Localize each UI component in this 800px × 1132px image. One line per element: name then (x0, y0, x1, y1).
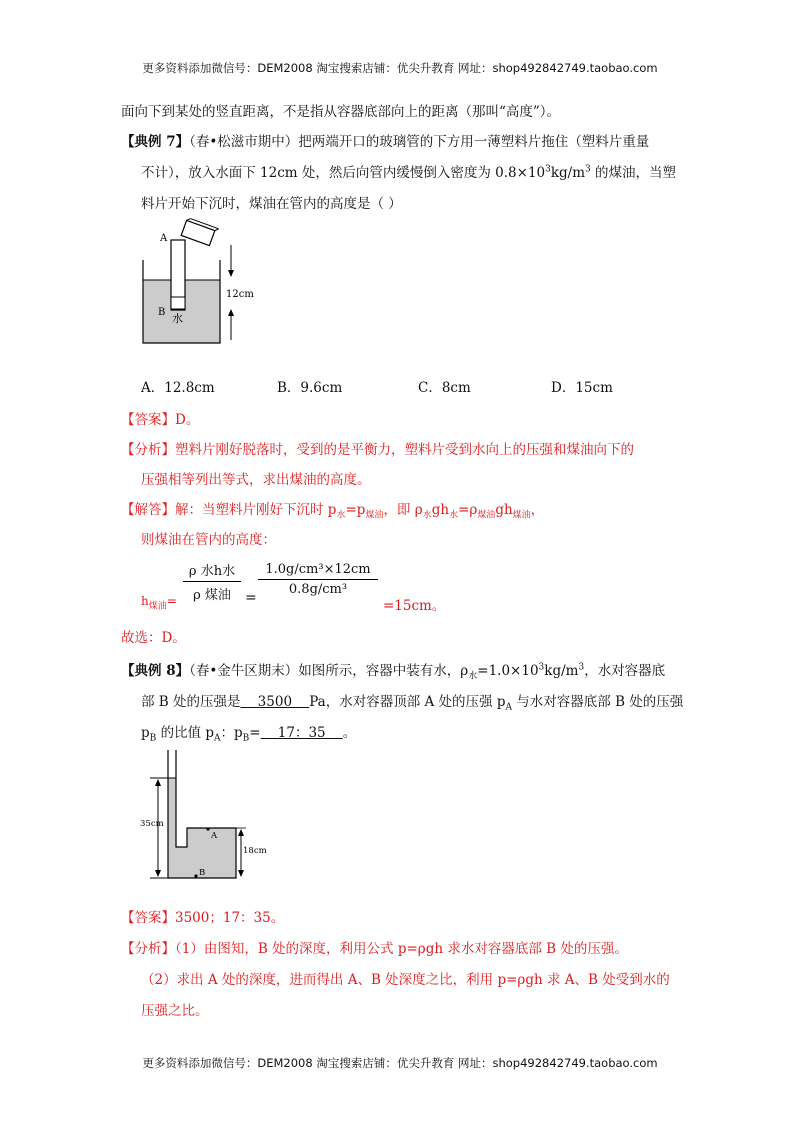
ex8-analysis-line1: 【分析】（1）由图知，B 处的深度，利用公式 p=ρgh 求水对容器底部 B 处的压强。 (121, 941, 628, 957)
ex8-blank2: 17：35 (260, 725, 343, 741)
ex7-line2-sup2: 3 (585, 164, 591, 175)
ex7-arrowhead-top (228, 270, 234, 277)
ex7-arrowhead-bottom (228, 309, 234, 316)
ex8-blank1: 3500 (240, 694, 310, 710)
page-header: 更多资料添加微信号：DEM2008 淘宝搜索店铺：优尖升教育 网址：shop492842749.taobao.com (142, 61, 658, 75)
ex7-tag: 【典例 7】 (121, 134, 190, 150)
ex7-line1-text: （春•松滋市期中）把两端开口的玻璃管的下方用一薄塑料片拖住（塑料片重量 (189, 134, 650, 150)
ex7-sol1-sub6: 煤油 (512, 510, 531, 521)
ex7-option-d: D．15cm (551, 380, 613, 396)
ex7-depth-label: 12cm (226, 289, 254, 300)
ex7-h-label (141, 594, 177, 611)
ex8-line3-sub: B (149, 733, 157, 744)
ex8-line2a: 部 B 处的压强是 (141, 694, 241, 710)
ex8-figure (140, 750, 270, 885)
ex7-sol1f: gh (495, 502, 513, 518)
ex8-analysis-line3: 压强之比。 (141, 1003, 209, 1019)
ex8-dim-lower-head-bottom (238, 870, 244, 877)
ex8-point-b (194, 874, 197, 877)
ex8-line1-sup2: 3 (578, 662, 585, 673)
ex8-line1a: （春•金牛区期末）如图所示，容器中装有水，ρ (189, 663, 469, 679)
ex7-line2c: 的煤油，当塑 (590, 165, 677, 181)
ex7-tube-bottom (171, 297, 185, 309)
ex8-dim-total-head-bottom (155, 870, 161, 877)
ex8-line3-sub3: B (242, 733, 250, 744)
ex8-line3c: ：p (220, 725, 243, 741)
ex7-option-a: A．12.8cm (141, 380, 215, 396)
ex8-line1c: kg/m (544, 663, 579, 679)
ex8-label-b: B (199, 868, 206, 878)
ex7-h: h (141, 594, 149, 608)
ex7-h-eq: = (166, 594, 177, 608)
ex7-analysis-line2: 压强相等列出等式，求出煤油的高度。 (141, 472, 371, 488)
ex7-sol1-sub2: 煤油 (365, 510, 384, 521)
ex8-dim-lower-head-top (238, 829, 244, 836)
ex7-answer: 【答案】D。 (121, 412, 200, 428)
ex7-label-a: A (160, 233, 168, 244)
ex8-line3-sub2: A (214, 733, 221, 744)
ex8-total-label: 35cm (140, 819, 164, 829)
ex7-sol1d: gh (431, 502, 450, 518)
ex8-line1d: ，水对容器底 (584, 663, 666, 679)
ex7-analysis-line1: 【分析】塑料片刚好脱落时，受到的是平衡力，塑料片受到水向上的压强和煤油向下的 (121, 442, 634, 458)
ex7-line2-sup: 3 (545, 164, 551, 175)
ex7-question-line2 (141, 161, 676, 181)
ex8-tag: 【典例 8】 (121, 663, 190, 679)
ex7-sol1-sub4: 水 (449, 510, 459, 521)
ex7-line2a: 不计），放入水面下 12cm 处，然后向管内缓慢倒入密度为 0.8×10 (141, 165, 546, 181)
ex7-frac1-num: ρ 水h水 (183, 560, 241, 582)
ex8-line1b: =1.0×10 (477, 663, 539, 679)
ex8-answer: 【答案】3500；17：35。 (121, 910, 285, 926)
ex7-frac2-den: 0.8g/cm³ (288, 582, 348, 597)
ex7-solution-line1 (121, 498, 544, 521)
ex7-option-c: C．8cm (418, 380, 471, 396)
ex7-plastic-piece (181, 218, 219, 247)
ex8-lower-label: 18cm (243, 846, 267, 856)
ex7-sol1-sub3: 水 (422, 510, 432, 521)
ex8-analysis-line2: （2）求出 A 处的深度，进而得出 A、B 处深度之比，利用 p=ρgh 求 A、B 处受到水的 (141, 972, 670, 988)
ex7-sol1b: =p (345, 502, 366, 518)
ex8-label-a: A (211, 831, 218, 841)
ex7-option-b: B．9.6cm (277, 380, 343, 396)
ex8-line2c: 与水对容器底部 B 处的压强 (512, 694, 684, 710)
ex8-question-line3 (141, 721, 356, 744)
ex8-question-line1 (121, 659, 665, 682)
ex7-fraction1 (183, 560, 241, 603)
ex8-line3e: 。 (342, 725, 357, 741)
ex7-solution-line2: 则煤油在管内的高度： (141, 532, 276, 548)
ex8-line2b: Pa，水对容器顶部 A 处的压强 p (309, 694, 506, 710)
ex7-fraction2 (258, 562, 378, 597)
ex8-dim-total-head-top (155, 779, 161, 786)
ex7-question-line3: 料片开始下沉时，煤油在管内的高度是（ ） (141, 196, 402, 212)
ex8-line3a: p (141, 725, 150, 741)
ex7-sol1a: 【解答】解：当塑料片刚好下沉时 p (121, 502, 337, 518)
ex7-sol1g: ， (530, 502, 545, 518)
ex7-label-b: B (158, 307, 166, 318)
ex7-figure (140, 215, 275, 355)
ex8-point-a (206, 827, 209, 830)
ex8-line3d: = (249, 725, 261, 741)
ex7-label-water: 水 (172, 312, 183, 325)
ex7-conclusion: 故选：D。 (121, 630, 186, 646)
ex7-eq2: = (245, 590, 257, 606)
ex7-sol1c: ，即 ρ (383, 502, 423, 518)
ex8-question-line2 (141, 690, 683, 713)
ex7-frac1-den: ρ 煤油 (193, 588, 231, 603)
ex8-line1-sub: 水 (468, 671, 478, 682)
ex8-line3b: 的比值 p (156, 725, 215, 741)
ex7-result: =15cm。 (383, 598, 446, 614)
ex7-line2b: kg/m (550, 165, 586, 181)
ex8-line2-sub: A (505, 702, 512, 713)
intro-text: 面向下到某处的竖直距离，不是指从容器底部向上的距离（那叫“高度”）。 (121, 104, 561, 120)
ex7-question-line1 (121, 130, 649, 150)
ex7-sol1e: =ρ (458, 502, 478, 518)
ex7-sol1-sub1: 水 (336, 510, 346, 521)
ex7-frac2-num: 1.0g/cm³×12cm (258, 562, 378, 580)
ex8-line1-sup: 3 (538, 662, 545, 673)
ex7-h-sub: 煤油 (148, 601, 167, 612)
ex7-sol1-sub5: 煤油 (477, 510, 496, 521)
page-footer: 更多资料添加微信号：DEM2008 淘宝搜索店铺：优尖升教育 网址：shop492842749.taobao.com (142, 1056, 658, 1070)
